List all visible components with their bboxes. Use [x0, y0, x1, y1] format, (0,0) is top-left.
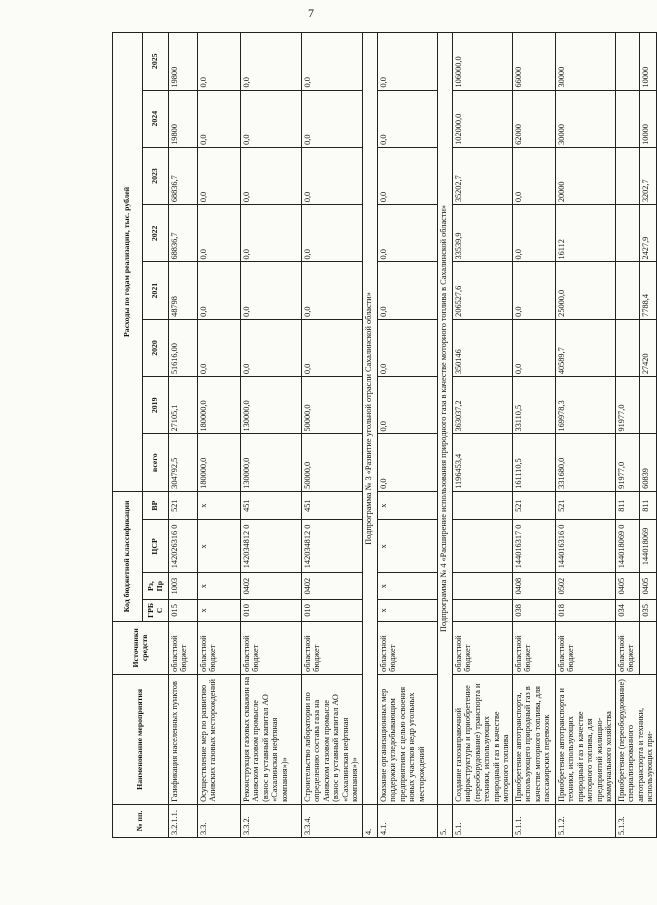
- row-2019: 91977,0: [615, 377, 639, 434]
- row-name: Оказание организационных мер поддержки угледобывающим предприятиям с целью освоения новых участков недр угольных месторождений: [378, 674, 438, 804]
- row-total: 161110,5: [513, 434, 556, 491]
- row-csr: 142034812 0: [241, 520, 302, 573]
- row-grbs: 034: [615, 599, 639, 621]
- header-name: Наименование мероприятия: [113, 674, 169, 804]
- section-row: [438, 33, 453, 838]
- row-num: 5.1.1.: [513, 804, 556, 837]
- row-source: областной бюджет: [169, 621, 198, 674]
- row-source: областной бюджет: [378, 621, 438, 674]
- row-grbs: 015: [169, 599, 198, 621]
- row-name: Создание газозаправочной инфраструктуры и приобретение (переоборудование) транспорта и техники, использующих природный газ в качестве моторного топлива: [453, 674, 513, 804]
- row-2020: 0,0: [302, 319, 363, 376]
- row-2025: 0,0: [241, 33, 302, 91]
- row-num: 5.1.: [453, 804, 513, 837]
- header-expense-group: Расходы по годам реализации, тыс. рублей: [113, 33, 143, 492]
- row-num: 3.3.4.: [302, 804, 363, 837]
- budget-table: [112, 32, 657, 838]
- header-grbs: ГРБС: [143, 599, 169, 621]
- row-num: 3.2.1.1.: [169, 804, 198, 837]
- row-2023: 0,0: [513, 147, 556, 204]
- row-grbs: x: [378, 599, 438, 621]
- table-row: [556, 33, 616, 838]
- row-rzpr: 0502: [556, 573, 616, 599]
- table-row: [241, 33, 302, 838]
- header-total: всего: [143, 434, 169, 491]
- row-csr: 144018069 0: [615, 520, 639, 573]
- row-grbs: 010: [302, 599, 363, 621]
- row-source: областной бюджет: [556, 621, 616, 674]
- row-2025: 0,0: [198, 33, 241, 91]
- row-2020: 0,0: [378, 319, 438, 376]
- row-total: 60839: [639, 434, 656, 491]
- row-2022: 0,0: [198, 205, 241, 262]
- row-2025: 66000: [513, 33, 556, 91]
- section-title: Подпрограмма № 4 «Расширение использования природного газа в качестве моторного топлива в Сахалинской области»: [438, 33, 453, 805]
- row-2021: 0,0: [302, 262, 363, 319]
- row-2022: 0,0: [241, 205, 302, 262]
- header-rzpr: Рз, Пр: [143, 573, 169, 599]
- row-vr: 811: [615, 491, 639, 520]
- row-2024: 62000: [513, 90, 556, 147]
- row-2023: 20000: [556, 147, 616, 204]
- row-rzpr: 1003: [169, 573, 198, 599]
- row-2020: 40589,7: [556, 319, 616, 376]
- table-row: [198, 33, 241, 838]
- row-num: 5.1.3.: [615, 804, 656, 837]
- row-csr: 144018069: [639, 520, 656, 573]
- row-2025: 106000,0: [453, 33, 513, 91]
- row-2022: 0,0: [513, 205, 556, 262]
- row-2021: 206527,6: [453, 262, 513, 319]
- header-csr: ЦСР: [143, 520, 169, 573]
- header-year: 2023: [143, 147, 169, 204]
- row-2025: 30000: [556, 33, 616, 91]
- row-name: Реконструкция газовых скважин на Анивском газовом промысле (взнос в уставный капитал АО «Сахалинская нефтяная компания»)»: [241, 674, 302, 804]
- row-2019: 27105,1: [169, 377, 198, 434]
- row-csr: x: [378, 520, 438, 573]
- row-source: областной бюджет: [302, 621, 363, 674]
- table-row: [169, 33, 198, 838]
- row-name: Приобретение автотранспорта, использующего природный газ в качестве моторного топлива, для пассажирских перевозок: [513, 674, 556, 804]
- row-vr: 451: [302, 491, 363, 520]
- row-2019: [639, 377, 656, 434]
- row-num: 3.3.: [198, 804, 241, 837]
- row-2021: 0,0: [241, 262, 302, 319]
- row-2023: 35202,7: [453, 147, 513, 204]
- header-year: 2022: [143, 205, 169, 262]
- row-total: 180000,0: [198, 434, 241, 491]
- row-2022: 0,0: [302, 205, 363, 262]
- row-2019: 130000,0: [241, 377, 302, 434]
- row-csr: 142026316 0: [169, 520, 198, 573]
- row-2024: [615, 90, 639, 147]
- row-csr: 142034812 0: [302, 520, 363, 573]
- row-2019: 169978,3: [556, 377, 616, 434]
- row-vr: 521: [556, 491, 616, 520]
- row-name: Газификация населенных пунктов: [169, 674, 198, 804]
- row-csr: x: [198, 520, 241, 573]
- header-source: Источники средств: [113, 621, 169, 674]
- row-2019: 33110,5: [513, 377, 556, 434]
- row-grbs: 010: [241, 599, 302, 621]
- row-2023: 3202,7: [639, 147, 656, 204]
- header-year: 2019: [143, 377, 169, 434]
- row-vr: 521: [169, 491, 198, 520]
- table-row: [378, 33, 438, 838]
- table-row: [513, 33, 556, 838]
- section-row: [363, 33, 378, 838]
- row-total: 0,0: [378, 434, 438, 491]
- header-code-group: Код бюджетной классификации: [113, 491, 143, 621]
- row-2024: 102000,0: [453, 90, 513, 147]
- row-2020: 0,0: [241, 319, 302, 376]
- row-grbs: 035: [639, 599, 656, 621]
- row-vr: 521: [513, 491, 556, 520]
- header-year: 2025: [143, 33, 169, 91]
- row-2023: 68836,7: [169, 147, 198, 204]
- row-2020: 51616,00: [169, 319, 198, 376]
- row-2023: 0,0: [378, 147, 438, 204]
- page-number: 7: [308, 6, 314, 20]
- row-2022: 33539,9: [453, 205, 513, 262]
- header-num: № пп.: [113, 804, 169, 837]
- row-csr: 144016317 0: [513, 520, 556, 573]
- row-num: 3.3.2.: [241, 804, 302, 837]
- row-vr: 451: [241, 491, 302, 520]
- row-2021: 48798: [169, 262, 198, 319]
- row-2024: 0,0: [302, 90, 363, 147]
- row-total: 1196453,4: [453, 434, 513, 491]
- row-2023: 0,0: [302, 147, 363, 204]
- row-2023: [615, 147, 639, 204]
- budget-table-rotated: [112, 32, 655, 838]
- row-2019: 363037,2: [453, 377, 513, 434]
- row-2024: 0,0: [198, 90, 241, 147]
- row-source: [639, 621, 656, 674]
- row-2021: 7788,4: [639, 262, 656, 319]
- table-row: [615, 33, 639, 838]
- row-rzpr: 0405: [615, 573, 639, 599]
- row-2021: 0,0: [513, 262, 556, 319]
- row-2023: 0,0: [198, 147, 241, 204]
- header-year: 2024: [143, 90, 169, 147]
- row-2021: 0,0: [378, 262, 438, 319]
- row-source: областной бюджет: [453, 621, 513, 674]
- row-rzpr: x: [378, 573, 438, 599]
- row-2024: 19800: [169, 90, 198, 147]
- row-total: 331680,0: [556, 434, 616, 491]
- row-2020: 27420: [639, 319, 656, 376]
- row-source: областной бюджет: [615, 621, 639, 674]
- header-vr: ВР: [143, 491, 169, 520]
- row-rzpr: 0402: [302, 573, 363, 599]
- row-2025: 0,0: [302, 33, 363, 91]
- row-rzpr: [453, 573, 513, 599]
- row-2022: 0,0: [378, 205, 438, 262]
- row-2021: 25000,0: [556, 262, 616, 319]
- row-vr: x: [198, 491, 241, 520]
- row-name: Строительство лаборатории по определению состава газа на Анивском газовом промысле (взнос в уставный капитал АО «Сахалинская нефтяная компания»)»: [302, 674, 363, 804]
- row-num: 4.: [363, 804, 378, 837]
- row-2023: 0,0: [241, 147, 302, 204]
- row-name: Приобретение автотранспорта и техники, использующих природный газ в качестве моторного топлива, для предприятий жилищно-коммунального хозяйства: [556, 674, 616, 804]
- row-2024: 10000: [639, 90, 656, 147]
- row-2022: 16112: [556, 205, 616, 262]
- row-num: 4.1.: [378, 804, 438, 837]
- row-rzpr: 0408: [513, 573, 556, 599]
- row-2024: 0,0: [241, 90, 302, 147]
- row-vr: x: [378, 491, 438, 520]
- row-source: областной бюджет: [198, 621, 241, 674]
- row-name: Приобретение (переоборудование) специализированного автотранспорта и техники, использующих при-: [615, 674, 656, 804]
- row-num: 5.1.2.: [556, 804, 616, 837]
- row-2022: 2427,9: [639, 205, 656, 262]
- row-rzpr: x: [198, 573, 241, 599]
- row-rzpr: 0402: [241, 573, 302, 599]
- row-2025: [615, 33, 639, 91]
- row-2019: 50000,0: [302, 377, 363, 434]
- row-source: областной бюджет: [241, 621, 302, 674]
- row-2021: [615, 262, 639, 319]
- row-name: Осуществление мер по развитию Анивских газовых месторождений: [198, 674, 241, 804]
- header-year: 2020: [143, 319, 169, 376]
- row-grbs: [453, 599, 513, 621]
- row-2022: 68836,7: [169, 205, 198, 262]
- row-2024: 0,0: [378, 90, 438, 147]
- row-2019: 180000,0: [198, 377, 241, 434]
- row-2025: 0,0: [378, 33, 438, 91]
- row-vr: 811: [639, 491, 656, 520]
- row-2020: 350146: [453, 319, 513, 376]
- section-title: Подпрограмма № 3 «Развитие угольной отрасли Сахалинской области»: [363, 33, 378, 805]
- row-vr: [453, 491, 513, 520]
- row-2020: [615, 319, 639, 376]
- row-2024: 30000: [556, 90, 616, 147]
- row-csr: [453, 520, 513, 573]
- row-total: 91977,0: [615, 434, 639, 491]
- row-total: 304792,5: [169, 434, 198, 491]
- row-grbs: x: [198, 599, 241, 621]
- table-row: [453, 33, 513, 838]
- row-2025: 10000: [639, 33, 656, 91]
- row-num: 5.: [438, 804, 453, 837]
- row-grbs: 038: [513, 599, 556, 621]
- row-2022: [615, 205, 639, 262]
- row-total: 130000,0: [241, 434, 302, 491]
- row-grbs: 018: [556, 599, 616, 621]
- row-2025: 19800: [169, 33, 198, 91]
- header-year: 2021: [143, 262, 169, 319]
- row-2020: 0,0: [198, 319, 241, 376]
- row-total: 50000,0: [302, 434, 363, 491]
- row-csr: 144016316 0: [556, 520, 616, 573]
- row-2020: 0,0: [513, 319, 556, 376]
- row-2019: 0,0: [378, 377, 438, 434]
- row-source: областной бюджет: [513, 621, 556, 674]
- table-row: [302, 33, 363, 838]
- row-2021: 0,0: [198, 262, 241, 319]
- row-rzpr: 0405: [639, 573, 656, 599]
